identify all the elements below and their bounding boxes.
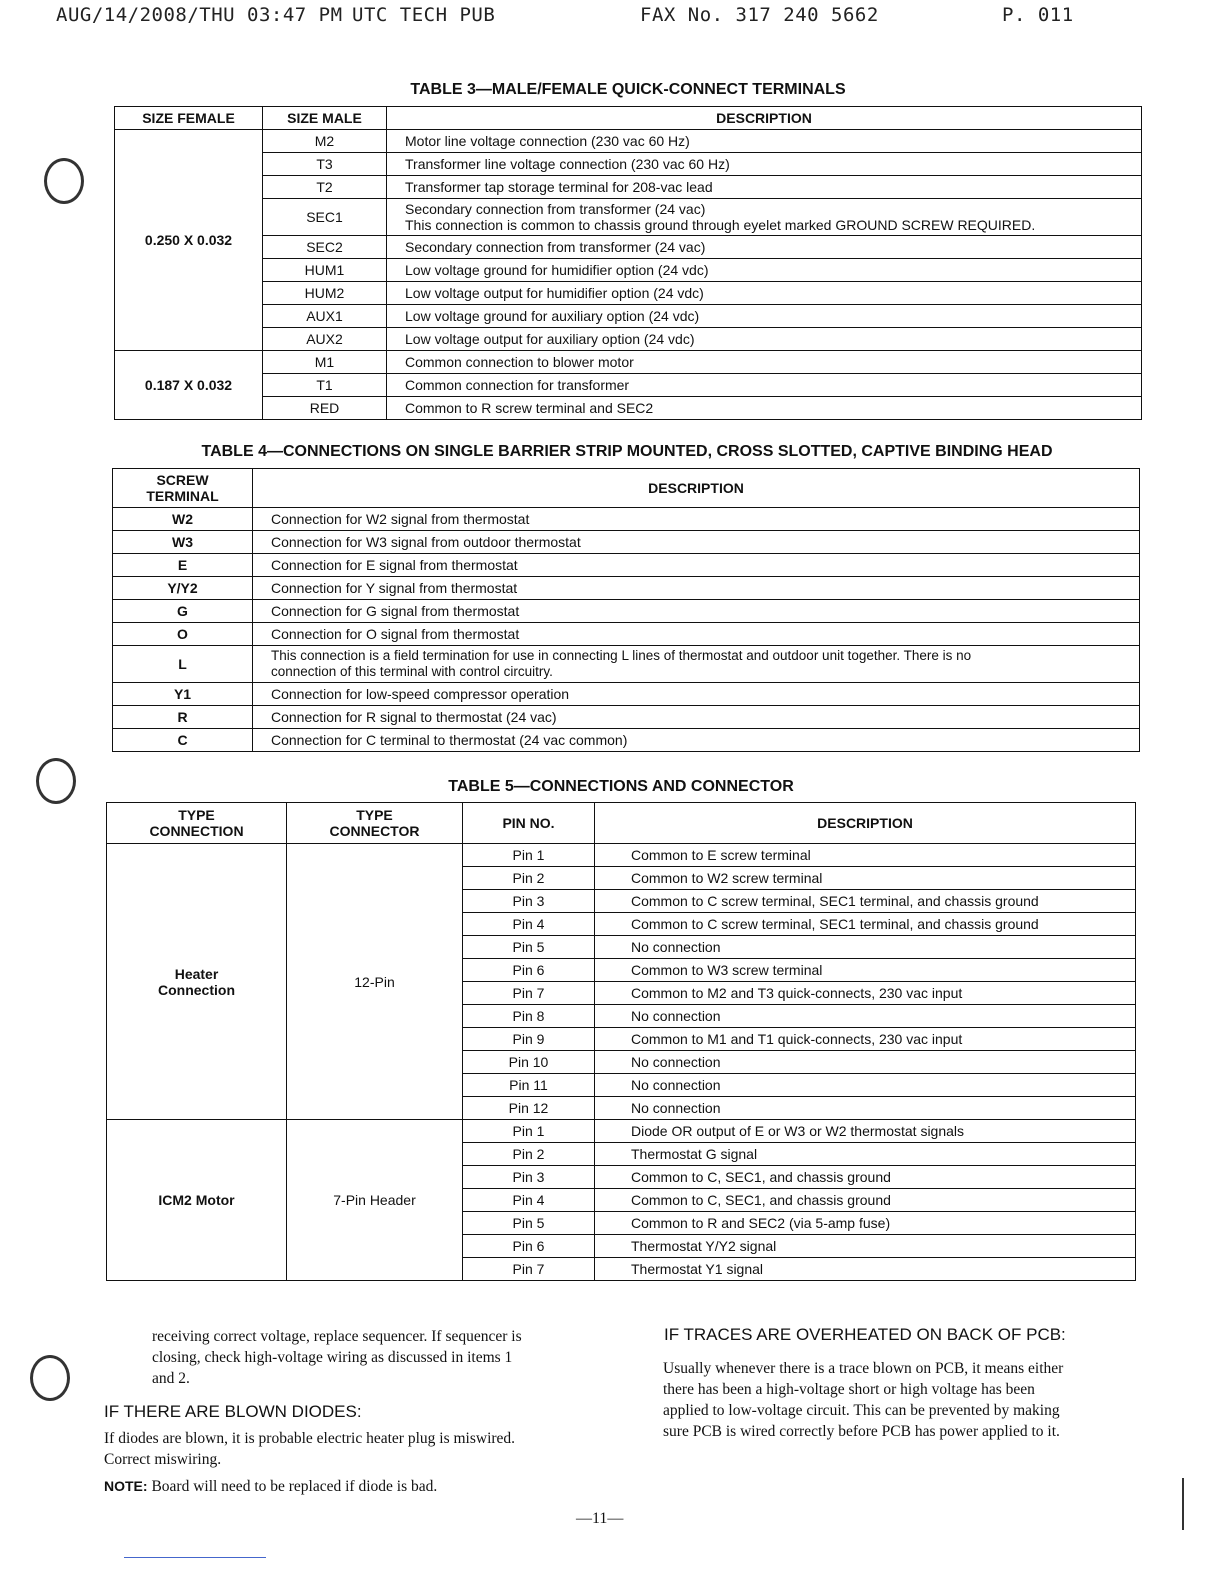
diodes-paragraph: [104, 1428, 604, 1470]
table3-male-size: AUX1: [263, 305, 387, 328]
table3-desc: Motor line voltage connection (230 vac 60 Hz): [387, 130, 1142, 153]
table5-pin: Pin 7: [463, 982, 595, 1005]
table-row: [115, 259, 1142, 282]
traces-heading: IF TRACES ARE OVERHEATED ON BACK OF PCB:: [664, 1325, 1066, 1344]
table4-desc: Connection for E signal from thermostat: [253, 554, 1140, 577]
table4-desc: Connection for low-speed compressor operation: [253, 683, 1140, 706]
table5-desc: Common to C, SEC1, and chassis ground: [595, 1189, 1136, 1212]
table3-male-size: T3: [263, 153, 387, 176]
paragraph-line: Correct miswiring.: [104, 1451, 222, 1468]
table4-terminal: G: [113, 600, 253, 623]
table5-desc: Common to R and SEC2 (via 5-amp fuse): [595, 1212, 1136, 1235]
table-row: [113, 729, 1140, 752]
table4-desc: Connection for W3 signal from outdoor thermostat: [253, 531, 1140, 554]
table4-title: TABLE 4—CONNECTIONS ON SINGLE BARRIER STRIP MOUNTED, CROSS SLOTTED, CAPTIVE BINDING HEAD: [201, 443, 1053, 460]
table3-desc: Common connection to blower motor: [387, 351, 1142, 374]
table3-male-size: HUM1: [263, 259, 387, 282]
fax-header: [0, 2, 1224, 32]
table5-desc: Thermostat Y/Y2 signal: [595, 1235, 1136, 1258]
table-row: [113, 554, 1140, 577]
table3-desc: Secondary connection from transformer (24 vac): [387, 236, 1142, 259]
table4-terminal: R: [113, 706, 253, 729]
table3-male-size: T1: [263, 374, 387, 397]
table5-pin: Pin 5: [463, 1212, 595, 1235]
table5-pin: Pin 12: [463, 1097, 595, 1120]
table3-desc: Low voltage output for auxiliary option (24 vdc): [387, 328, 1142, 351]
table4-header-line: SCREW: [156, 472, 209, 488]
table5-pin: Pin 6: [463, 959, 595, 982]
table5-desc: Common to C, SEC1, and chassis ground: [595, 1166, 1136, 1189]
fax-page: P. 011: [1002, 4, 1074, 26]
table4-col-header: DESCRIPTION: [253, 469, 1140, 508]
table3-male-size: M1: [263, 351, 387, 374]
table4-desc: Connection for G signal from thermostat: [253, 600, 1140, 623]
table4-desc: Connection for Y signal from thermostat: [253, 577, 1140, 600]
table3: [114, 106, 1142, 420]
table5-col-header: PIN NO.: [463, 803, 595, 844]
table3-title: TABLE 3—MALE/FEMALE QUICK-CONNECT TERMINALS: [410, 81, 846, 98]
paragraph-line: receiving correct voltage, replace sequencer. If sequencer is: [152, 1328, 522, 1345]
table5-desc: Common to M1 and T1 quick-connects, 230 vac input: [595, 1028, 1136, 1051]
binder-hole: [30, 1355, 70, 1401]
table3-male-size: AUX2: [263, 328, 387, 351]
table3-col-header: DESCRIPTION: [387, 107, 1142, 130]
table5-desc: No connection: [595, 1097, 1136, 1120]
table3-male-size: T2: [263, 176, 387, 199]
table5-pin: Pin 2: [463, 1143, 595, 1166]
table-row: [113, 531, 1140, 554]
paragraph-line: applied to low-voltage circuit. This can be prevented by making: [663, 1402, 1060, 1419]
note-paragraph: [104, 1476, 604, 1497]
table-row: [113, 577, 1140, 600]
table-row: [115, 351, 1142, 374]
table5-desc: Common to C screw terminal, SEC1 terminal, and chassis ground: [595, 913, 1136, 936]
table5-connection-line: Heater: [174, 965, 219, 982]
table5-pin: Pin 9: [463, 1028, 595, 1051]
paragraph-line: and 2.: [152, 1370, 190, 1387]
margin-mark: [1182, 1478, 1184, 1530]
table5-pin: Pin 4: [463, 1189, 595, 1212]
table5-pin: Pin 7: [463, 1258, 595, 1281]
table5-desc: No connection: [595, 1074, 1136, 1097]
table4-terminal: Y/Y2: [113, 577, 253, 600]
table5-desc: Common to M2 and T3 quick-connects, 230 vac input: [595, 982, 1136, 1005]
table5-connection-line: Connection: [158, 981, 235, 998]
table-row: [113, 706, 1140, 729]
table-row: [115, 305, 1142, 328]
table5-title: TABLE 5—CONNECTIONS AND CONNECTOR: [448, 778, 794, 795]
table3-desc-line: Secondary connection from transformer (24 vac): [405, 201, 706, 217]
sequencer-paragraph: [152, 1326, 592, 1389]
table-row: [115, 282, 1142, 305]
table3-male-size: SEC2: [263, 236, 387, 259]
table3-desc: Common connection for transformer: [387, 374, 1142, 397]
table5-pin: Pin 1: [463, 1120, 595, 1143]
table3-desc: Common to R screw terminal and SEC2: [387, 397, 1142, 420]
table-row: [115, 176, 1142, 199]
table4-terminal: Y1: [113, 683, 253, 706]
table5-col-header: DESCRIPTION: [595, 803, 1136, 844]
table5-desc: No connection: [595, 936, 1136, 959]
table5-desc: Common to W2 screw terminal: [595, 867, 1136, 890]
scan-artifact-line: [124, 1557, 266, 1558]
table5-pin: Pin 3: [463, 890, 595, 913]
table-row: [107, 844, 1136, 867]
table5-pin: Pin 2: [463, 867, 595, 890]
table-row: [115, 153, 1142, 176]
table4-desc: Connection for C terminal to thermostat (24 vac common): [253, 729, 1140, 752]
table5: [106, 802, 1136, 1281]
table-row: [115, 328, 1142, 351]
table3-male-size: RED: [263, 397, 387, 420]
table3-col-header: SIZE MALE: [263, 107, 387, 130]
traces-paragraph: [663, 1358, 1133, 1442]
table5-connection-type: ICM2 Motor: [107, 1120, 287, 1281]
table4-desc: Connection for W2 signal from thermostat: [253, 508, 1140, 531]
table5-pin: Pin 4: [463, 913, 595, 936]
diodes-heading: IF THERE ARE BLOWN DIODES:: [104, 1402, 362, 1421]
table4-desc-line: connection of this terminal with control circuitry.: [271, 664, 553, 679]
note-label: NOTE:: [104, 1478, 148, 1494]
table3-desc: Transformer line voltage connection (230 vac 60 Hz): [387, 153, 1142, 176]
fax-number: FAX No. 317 240 5662: [640, 4, 879, 26]
table4-terminal: W3: [113, 531, 253, 554]
table4-terminal: W2: [113, 508, 253, 531]
table4-terminal: C: [113, 729, 253, 752]
table5-pin: Pin 8: [463, 1005, 595, 1028]
table5-connector-type: 12-Pin: [287, 844, 463, 1120]
table5-header-line: TYPE: [356, 807, 393, 823]
table4-col-header: [113, 469, 253, 508]
table3-col-header: SIZE FEMALE: [115, 107, 263, 130]
table3-desc: Low voltage ground for humidifier option (24 vdc): [387, 259, 1142, 282]
table5-desc: No connection: [595, 1005, 1136, 1028]
table5-desc: No connection: [595, 1051, 1136, 1074]
table5-desc: Common to W3 screw terminal: [595, 959, 1136, 982]
table4-header-row: [113, 469, 1140, 508]
table5-pin: Pin 1: [463, 844, 595, 867]
table5-connector-type: 7-Pin Header: [287, 1120, 463, 1281]
table-row: [115, 130, 1142, 153]
table4-desc-line: This connection is a field termination for use in connecting L lines of thermostat and outdoor unit together. There is no: [271, 648, 972, 663]
table-row: [115, 199, 1142, 236]
table4-terminal: O: [113, 623, 253, 646]
table4-terminal: E: [113, 554, 253, 577]
table3-male-size: M2: [263, 130, 387, 153]
table5-desc: Diode OR output of E or W3 or W2 thermostat signals: [595, 1120, 1136, 1143]
table3-desc-line: This connection is common to chassis ground through eyelet marked GROUND SCREW REQUIRED.: [405, 217, 1036, 233]
table5-desc: Thermostat G signal: [595, 1143, 1136, 1166]
table-row: [113, 646, 1140, 683]
table3-female-size: 0.187 X 0.032: [115, 351, 263, 420]
table5-connection-type: [107, 844, 287, 1120]
table5-header-line: CONNECTION: [149, 823, 244, 839]
table5-pin: Pin 3: [463, 1166, 595, 1189]
table3-desc: Transformer tap storage terminal for 208-vac lead: [387, 176, 1142, 199]
table-row: [115, 397, 1142, 420]
table-row: [113, 508, 1140, 531]
table4-terminal: L: [113, 646, 253, 683]
table5-pin: Pin 6: [463, 1235, 595, 1258]
table4: [112, 468, 1140, 752]
table5-desc: Common to E screw terminal: [595, 844, 1136, 867]
paragraph-line: Usually whenever there is a trace blown on PCB, it means either: [663, 1360, 1064, 1377]
fax-date-time: AUG/14/2008/THU 03:47 PM: [56, 4, 343, 26]
table4-desc: Connection for R signal to thermostat (24 vac): [253, 706, 1140, 729]
binder-hole: [36, 758, 76, 804]
table5-pin: Pin 11: [463, 1074, 595, 1097]
fax-sender: UTC TECH PUB: [352, 4, 496, 26]
note-text: Board will need to be replaced if diode is bad.: [151, 1478, 438, 1495]
table3-female-size: 0.250 X 0.032: [115, 130, 263, 351]
table5-desc: Common to C screw terminal, SEC1 terminal, and chassis ground: [595, 890, 1136, 913]
table3-desc: [387, 199, 1142, 236]
table5-col-header: [287, 803, 463, 844]
table-row: [113, 600, 1140, 623]
table3-desc: Low voltage ground for auxiliary option (24 vdc): [387, 305, 1142, 328]
table3-desc: Low voltage output for humidifier option (24 vdc): [387, 282, 1142, 305]
table3-header-row: [115, 107, 1142, 130]
table5-header-line: CONNECTOR: [329, 823, 420, 839]
table3-male-size: SEC1: [263, 199, 387, 236]
table-row: [113, 683, 1140, 706]
table4-header-line: TERMINAL: [146, 488, 219, 504]
page-number: —11—: [576, 1510, 624, 1527]
paragraph-line: there has been a high-voltage short or high voltage has been: [663, 1381, 1035, 1398]
paragraph-line: closing, check high-voltage wiring as discussed in items 1: [152, 1349, 513, 1366]
table-row: [115, 236, 1142, 259]
table5-pin: Pin 5: [463, 936, 595, 959]
paragraph-line: If diodes are blown, it is probable electric heater plug is miswired.: [104, 1430, 516, 1447]
table5-header-row: [107, 803, 1136, 844]
paragraph-line: sure PCB is wired correctly before PCB has power applied to it.: [663, 1423, 1060, 1440]
table5-desc: Thermostat Y1 signal: [595, 1258, 1136, 1281]
table-row: [113, 623, 1140, 646]
table5-col-header: [107, 803, 287, 844]
table5-pin: Pin 10: [463, 1051, 595, 1074]
binder-hole: [44, 158, 84, 204]
table3-male-size: HUM2: [263, 282, 387, 305]
table4-desc: Connection for O signal from thermostat: [253, 623, 1140, 646]
table5-header-line: TYPE: [178, 807, 215, 823]
table-row: [115, 374, 1142, 397]
table-row: [107, 1120, 1136, 1143]
table4-desc: [253, 646, 1140, 683]
